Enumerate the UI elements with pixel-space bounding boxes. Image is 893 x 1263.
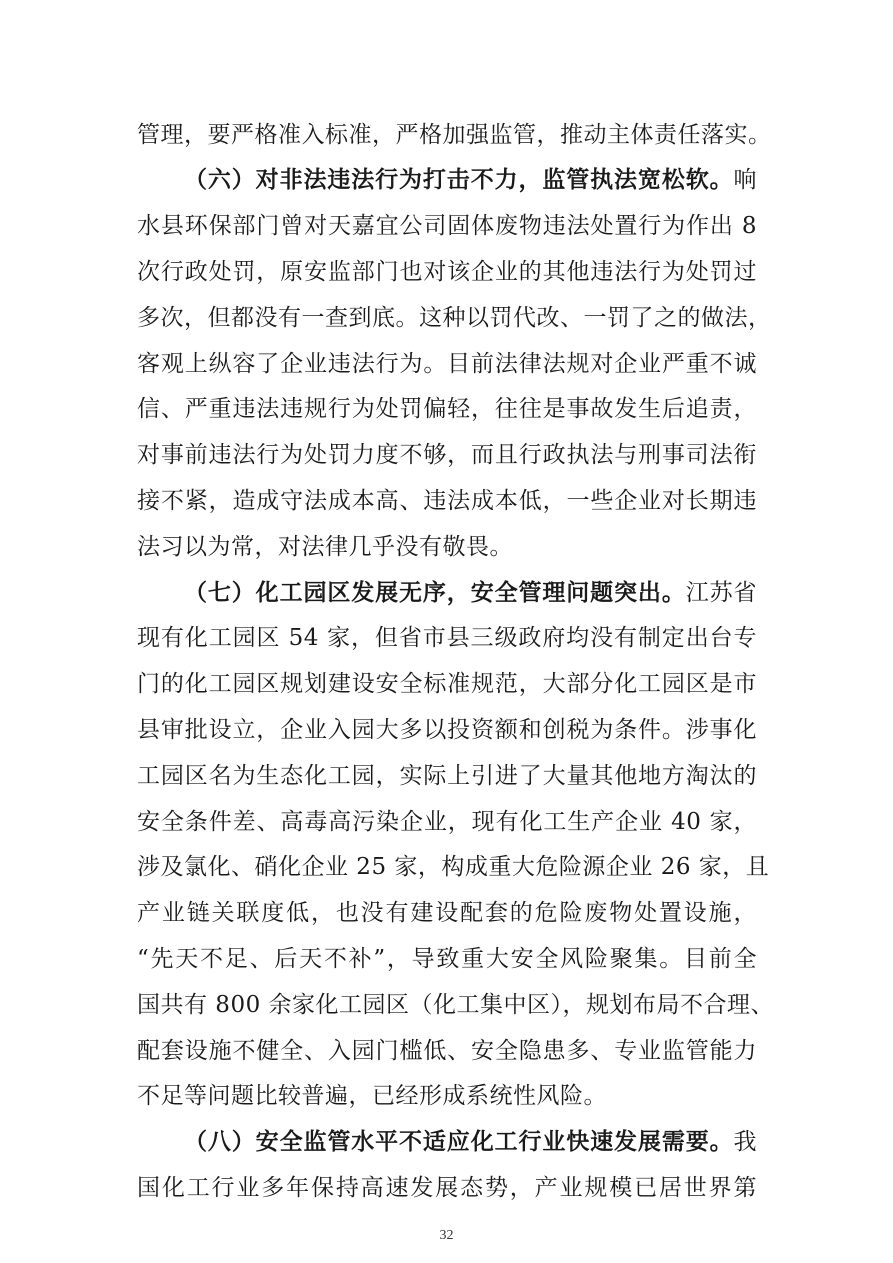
section-heading-6-line: （六）对非法违法行为打击不力，监管执法宽松软。响 <box>184 166 757 193</box>
text-line: 水县环保部门曾对天嘉宜公司固体废物违法处置行为作出 8 <box>137 213 757 239</box>
text-line: 信、严重违法违规行为处罚偏轻，往往是事故发生后追责， <box>137 396 757 422</box>
section-heading-7: （七）化工园区发展无序，安全管理问题突出。 <box>184 579 686 606</box>
text-line: 县审批设立，企业入园大多以投资额和创税为条件。涉事化 <box>137 717 757 743</box>
text-line: 法习以为常，对法律几乎没有敬畏。 <box>137 534 513 560</box>
text-line: 管理，要严格准入标准，严格加强监管，推动主体责任落实。 <box>137 122 772 148</box>
text-line: 接不紧，造成守法成本高、违法成本低，一些企业对长期违 <box>137 488 757 514</box>
text-line: 不足等问题比较普遍，已经形成系统性风险。 <box>137 1083 607 1109</box>
section-heading-8: （八）安全监管水平不适应化工行业快速发展需要。 <box>184 1128 734 1155</box>
text-line: 安全条件差、高毒高污染企业，现有化工生产企业 40 家， <box>137 809 757 835</box>
section-heading-8-line: （八）安全监管水平不适应化工行业快速发展需要。我 <box>184 1128 757 1155</box>
text-line: “先天不足、后天不补”，导致重大安全风险聚集。目前全 <box>137 946 757 972</box>
section-heading-7-line: （七）化工园区发展无序，安全管理问题突出。江苏省 <box>184 579 758 606</box>
text-line: 对事前违法行为处罚力度不够，而且行政执法与刑事司法衔 <box>137 442 757 468</box>
text-line: 次行政处罚，原安监部门也对该企业的其他违法行为处罚过 <box>137 259 757 285</box>
text-line: 配套设施不健全、入园门槛低、安全隐患多、专业监管能力 <box>137 1038 757 1064</box>
page-number: 32 <box>439 1228 454 1243</box>
section-heading-6: （六）对非法违法行为打击不力，监管执法宽松软。 <box>184 166 734 193</box>
text-line: 工园区名为生态化工园，实际上引进了大量其他地方淘汰的 <box>137 763 757 789</box>
text-line: 涉及氯化、硝化企业 25 家，构成重大危险源企业 26 家，且 <box>137 854 770 880</box>
text-line: 现有化工园区 54 家，但省市县三级政府均没有制定出台专 <box>137 625 757 651</box>
text-line: 国共有 800 余家化工园区（化工集中区），规划布局不合理、 <box>137 992 775 1018</box>
text-line: 产业链关联度低，也没有建设配套的危险废物处置设施， <box>137 900 757 926</box>
text-line: 客观上纵容了企业违法行为。目前法律法规对企业严重不诚 <box>137 351 757 377</box>
text-line: 国化工行业多年保持高速发展态势，产业规模已居世界第 <box>137 1175 757 1201</box>
text-line: 门的化工园区规划建设安全标准规范，大部分化工园区是市 <box>137 671 757 697</box>
text-line: 多次，但都没有一查到底。这种以罚代改、一罚了之的做法， <box>137 305 772 331</box>
